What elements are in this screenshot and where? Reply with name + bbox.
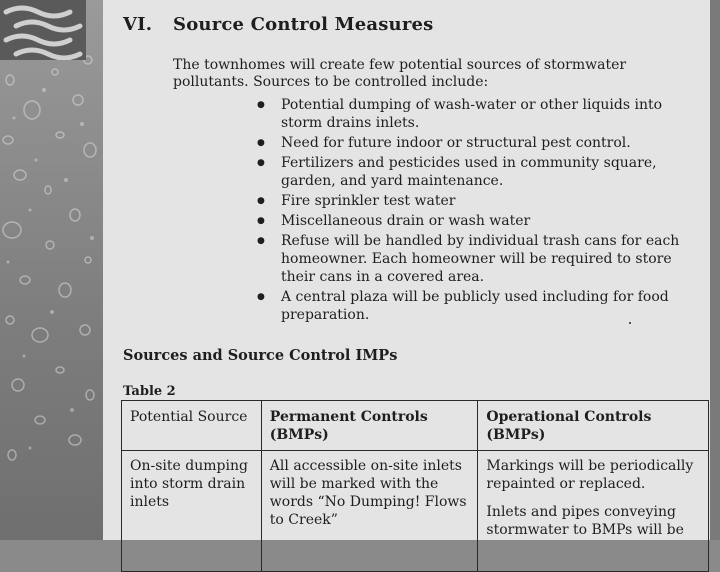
droplet-background (0, 0, 103, 540)
list-item: ● A central plaza will be publicly used including for food preparation. (255, 288, 705, 324)
list-item: ● Miscellaneous drain or wash water (255, 212, 705, 230)
table-label: Table 2 (123, 384, 176, 399)
scan-speck (629, 322, 631, 324)
list-item: ● Refuse will be handled by individual trash cans for each homeowner. Each homeowner will be required to store their cans in a covered area. (255, 232, 705, 286)
table-header-row (122, 401, 709, 451)
list-item: ● Fertilizers and pesticides used in community square, garden, and yard maintenance. (255, 154, 705, 190)
column-header-source: Potential Source (122, 401, 262, 451)
intro-paragraph: The townhomes will create few potential sources of stormwater pollutants. Sources to be controlled include: (173, 57, 627, 90)
section-title: Source Control Measures (173, 14, 434, 35)
document-page (103, 0, 710, 540)
cell-permanent: All accessible on-site inlets will be marked with the words “No Dumping! Flows to Creek” (261, 451, 478, 572)
bmp-table (121, 400, 709, 572)
table-row (122, 451, 709, 572)
cell-operational-text: Markings will be periodically repainted or replaced. (486, 458, 694, 492)
list-item: ● Potential dumping of wash-water or other liquids into storm drains inlets. (255, 96, 705, 132)
water-droplets-icon (0, 0, 103, 540)
cell-operational-text: Inlets and pipes conveying stormwater to BMPs will be (486, 504, 684, 538)
list-item: ● Fire sprinkler test water (255, 192, 705, 210)
subheading: Sources and Source Control IMPs (123, 347, 398, 364)
right-border (710, 0, 720, 540)
waves-logo-icon (0, 0, 86, 60)
source-list (255, 96, 705, 326)
column-header-operational: Operational Controls (BMPs) (478, 401, 709, 451)
cell-source: On-site dumping into storm drain inlets (122, 451, 262, 572)
section-heading (123, 14, 434, 35)
column-header-permanent: Permanent Controls (BMPs) (261, 401, 478, 451)
section-number: VI. (123, 14, 153, 35)
cell-operational (478, 451, 709, 572)
list-item: ● Need for future indoor or structural pest control. (255, 134, 705, 152)
